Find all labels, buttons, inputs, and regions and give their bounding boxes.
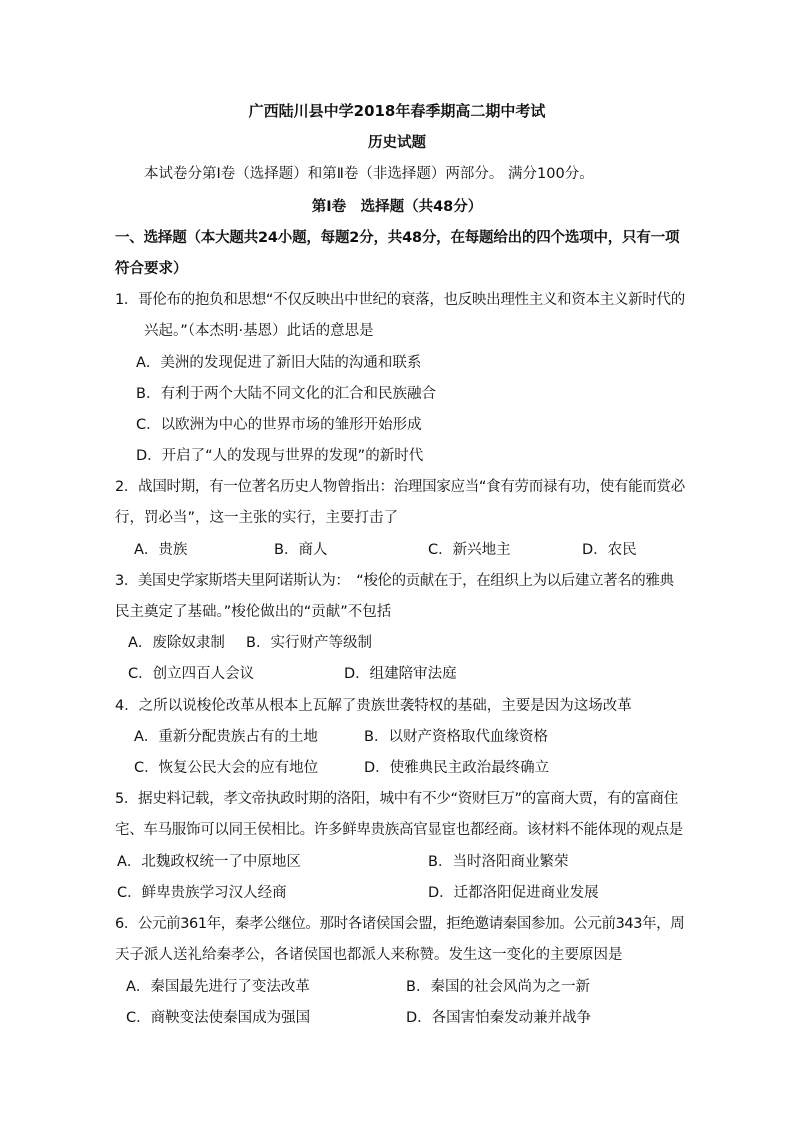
exam-title: 广西陆川县中学2018年春季期高二期中考试 <box>248 102 546 120</box>
option-d: D．各国害怕秦发动兼并战争 <box>406 1010 592 1026</box>
question-stem-cont: 兴起。”（本杰明·基恩）此话的意思是 <box>144 323 374 339</box>
section-instruction: 一、选择题（本大题共24小题，每题2分，共48分，在每题给出的四个选项中，只有一项 <box>115 230 680 246</box>
option-a: A．美洲的发现促进了新旧大陆的沟通和联系 <box>136 355 422 371</box>
option-b: B．有利于两个大陆不同文化的汇合和民族融合 <box>136 386 436 402</box>
question-stem: 2．战国时期，有一位著名历史人物曾指出：治理国家应当“食有劳而禄有功，使有能而赏必 <box>115 479 685 495</box>
option-c: C．恢复公民大会的应有地位 <box>134 760 319 776</box>
question-stem: 1．哥伦布的抱负和思想“不仅反映出中世纪的衰落，也反映出理性主义和资本主义新时代的 <box>115 292 685 308</box>
option-a: A．北魏政权统一了中原地区 <box>117 854 301 870</box>
option-d: D．迁都洛阳促进商业发展 <box>428 885 599 901</box>
option-d: D．农民 <box>582 542 637 558</box>
option-a: A．贵族 <box>134 542 188 558</box>
question-stem-cont: 天子派人送礼给秦孝公，各诸侯国也都派人来称赞。发生这一变化的主要原因是 <box>115 947 623 963</box>
question-stem: 3．美国史学家斯塔夫里阿诺斯认为： “梭伦的贡献在于，在组织上为以后建立著名的雅典 <box>115 573 674 589</box>
option-c: C．以欧洲为中心的世界市场的雏形开始形成 <box>136 417 422 433</box>
option-d: D．组建陪审法庭 <box>344 666 457 682</box>
option-b: B．商人 <box>274 542 328 558</box>
part1-title: 第Ⅰ卷 选择题（共48分） <box>311 199 483 215</box>
option-a: A．废除奴隶制 <box>128 635 225 651</box>
option-b: B．实行财产等级制 <box>246 635 372 651</box>
option-d: D．使雅典民主政治最终确立 <box>364 760 550 776</box>
option-b: B．以财产资格取代血缘资格 <box>364 729 548 745</box>
question-stem: 4．之所以说梭伦改革从根本上瓦解了贵族世袭特权的基础，主要是因为这场改革 <box>115 698 632 714</box>
option-c: C．鲜卑贵族学习汉人经商 <box>117 885 287 901</box>
question-stem: 6．公元前361年，秦孝公继位。那时各诸侯国会盟，拒绝邀请秦国参加。公元前343年，周 <box>115 916 685 932</box>
question-stem-cont: 民主奠定了基础。”梭伦做出的“贡献”不包括 <box>115 604 392 620</box>
question-stem: 5．据史料记载，孝文帝执政时期的洛阳，城中有不少“资财巨万”的富商大贾，有的富商住 <box>115 791 678 807</box>
option-b: B．当时洛阳商业繁荣 <box>428 854 569 870</box>
option-a: A．重新分配贵族占有的土地 <box>134 729 318 745</box>
option-c: C．创立四百人会议 <box>128 666 255 682</box>
subject-title: 历史试题 <box>368 135 426 151</box>
section-instruction-cont: 符合要求） <box>115 261 188 277</box>
option-c: C．新兴地主 <box>428 542 511 558</box>
question-stem-cont: 宅、车马服饰可以同王侯相比。许多鲜卑贵族高官显宦也都经商。该材料不能体现的观点是 <box>115 822 683 838</box>
option-d: D．开启了“人的发现与世界的发现”的新时代 <box>136 448 424 464</box>
option-c: C．商鞅变法使秦国成为强国 <box>126 1010 311 1026</box>
option-b: B．秦国的社会风尚为之一新 <box>406 979 590 995</box>
option-a: A．秦国最先进行了变法改革 <box>126 979 310 995</box>
exam-intro: 本试卷分第Ⅰ卷（选择题）和第Ⅱ卷（非选择题）两部分。 满分100分。 <box>144 166 594 182</box>
question-stem-cont: 行，罚必当”，这一主张的实行，主要打击了 <box>115 510 399 526</box>
